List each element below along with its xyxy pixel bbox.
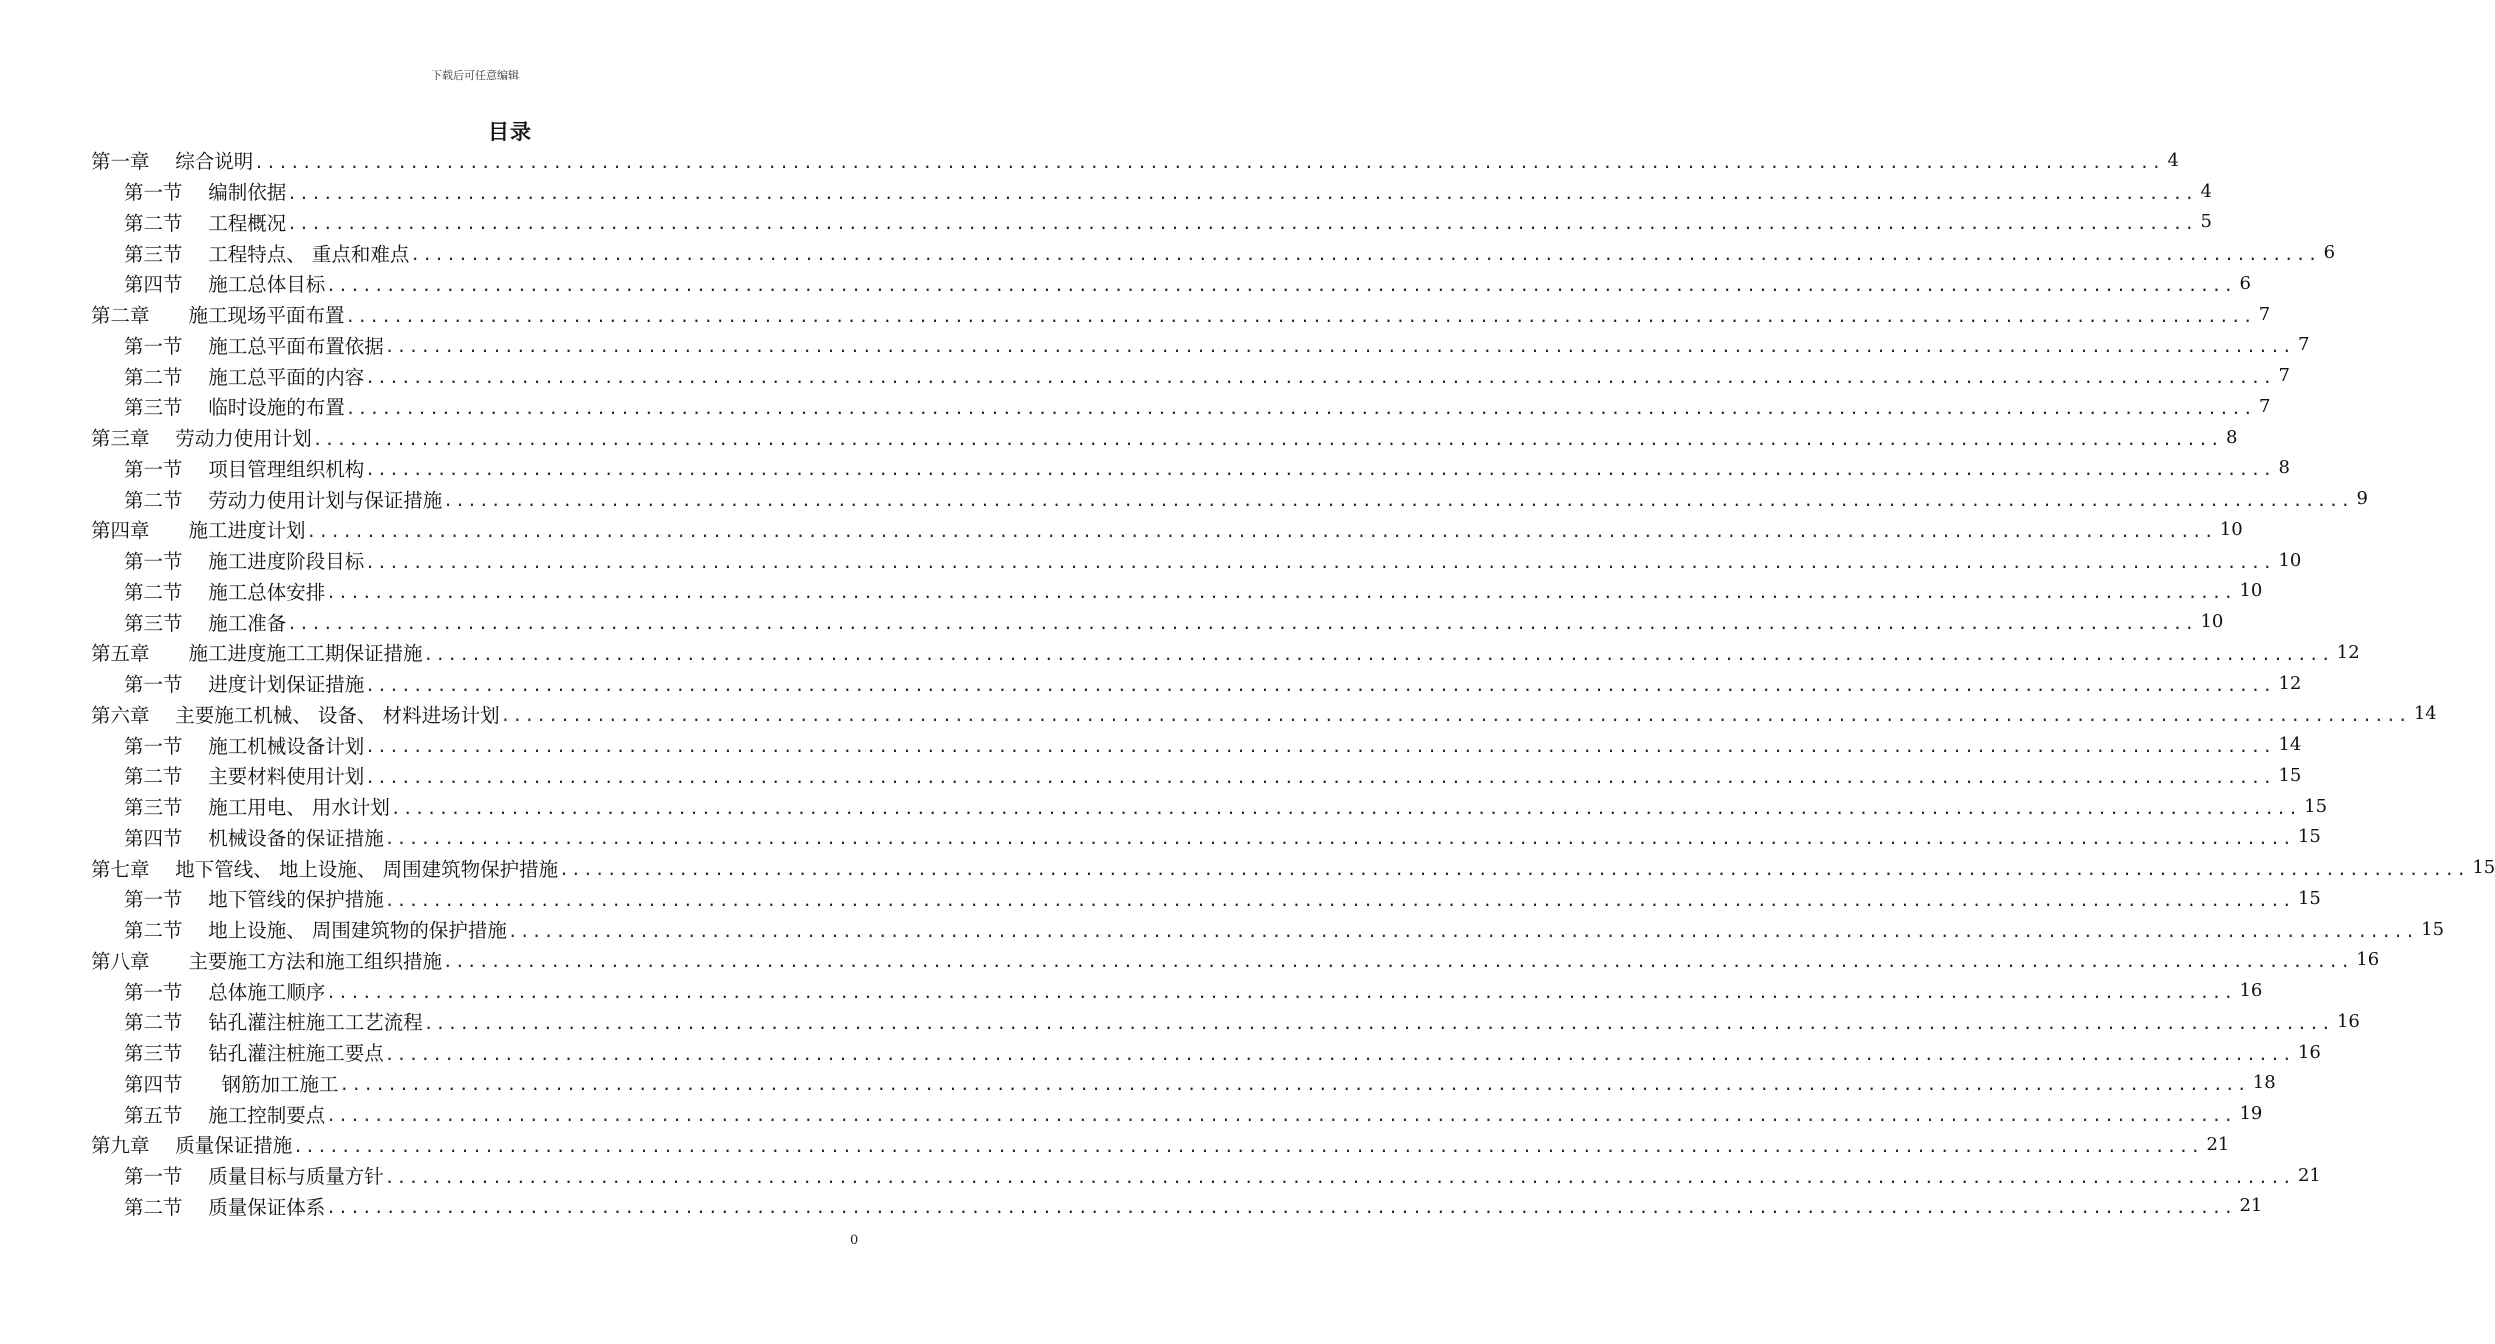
toc-entry-page: 15	[2421, 918, 2445, 940]
toc-section-entry[interactable]	[91, 668, 2302, 699]
toc-entry-page: 10	[2200, 611, 2224, 633]
toc-dot-leader: ................................................................................................................................................................	[306, 521, 2216, 541]
toc-entry-label: 第一节 进度计划保证措施	[124, 673, 365, 697]
toc-entry-label: 第二节 主要材料使用计划	[124, 765, 365, 789]
toc-section-entry[interactable]	[91, 760, 2302, 791]
toc-entry-page: 21	[2206, 1133, 2230, 1155]
toc-dot-leader: ................................................................................................................................................................	[365, 737, 2275, 757]
toc-entry-label: 第一章 综合说明	[91, 150, 254, 174]
toc-entry-page: 15	[2304, 795, 2328, 817]
toc-dot-leader: ................................................................................................................................................................	[326, 1106, 2236, 1126]
toc-entry-page: 14	[2278, 734, 2302, 756]
toc-entry-page: 16	[2239, 980, 2263, 1002]
toc-entry-label: 第四节 施工总体目标	[124, 273, 326, 297]
toc-dot-leader: ................................................................................................................................................................	[326, 1198, 2236, 1218]
toc-entry-page: 10	[2278, 549, 2302, 571]
toc-chapter-entry[interactable]	[91, 852, 2495, 883]
toc-chapter-entry[interactable]	[91, 945, 2380, 976]
toc-entry-page: 21	[2239, 1195, 2263, 1217]
toc-section-entry[interactable]	[91, 330, 2310, 361]
toc-section-entry[interactable]	[91, 914, 2445, 945]
toc-entry-page: 4	[2167, 149, 2179, 171]
toc-entry-label: 第四节 钢筋加工施工	[124, 1072, 339, 1096]
toc-entry-page: 21	[2297, 1164, 2321, 1186]
toc-entry-page: 8	[2278, 457, 2290, 479]
toc-entry-label: 第二节 施工总体安排	[124, 580, 326, 604]
toc-section-entry[interactable]	[91, 606, 2224, 637]
toc-entry-page: 9	[2356, 488, 2368, 510]
toc-entry-label: 第五节 施工控制要点	[124, 1103, 326, 1127]
toc-entry-page: 5	[2200, 211, 2212, 233]
toc-dot-leader: ................................................................................................................................................................	[365, 368, 2275, 388]
toc-section-entry[interactable]	[91, 1068, 2276, 1099]
toc-entry-label: 第二章 施工现场平面布置	[91, 304, 345, 328]
toc-entry-label: 第一节 编制依据	[124, 181, 287, 205]
toc-dot-leader: ................................................................................................................................................................	[384, 1044, 2294, 1064]
table-of-contents	[91, 145, 2495, 1221]
toc-entry-label: 第一节 总体施工顺序	[124, 980, 326, 1004]
toc-entry-page: 7	[2258, 395, 2271, 417]
toc-dot-leader: ................................................................................................................................................................	[287, 183, 2197, 203]
toc-chapter-entry[interactable]	[91, 299, 2271, 330]
toc-entry-page: 16	[2336, 1010, 2360, 1032]
toc-entry-label: 第一节 项目管理组织机构	[124, 457, 365, 481]
toc-dot-leader: ................................................................................................................................................................	[384, 337, 2294, 357]
toc-entry-label: 第九章 质量保证措施	[91, 1134, 293, 1158]
toc-entry-page: 12	[2278, 672, 2302, 694]
toc-dot-leader: ................................................................................................................................................................	[423, 644, 2333, 664]
toc-dot-leader: ................................................................................................................................................................	[326, 983, 2236, 1003]
toc-dot-leader: ................................................................................................................................................................	[287, 614, 2197, 634]
toc-chapter-entry[interactable]	[91, 514, 2243, 545]
toc-entry-label: 第三节 临时设施的布置	[124, 396, 345, 420]
toc-entry-label: 第八章 主要施工方法和施工组织措施	[91, 949, 443, 973]
toc-entry-label: 第二节 施工总平面的内容	[124, 365, 365, 389]
toc-dot-leader: ................................................................................................................................................................	[365, 767, 2275, 787]
toc-dot-leader: ................................................................................................................................................................	[254, 152, 2164, 172]
toc-entry-label: 第三节 施工用电、 用水计划	[124, 796, 390, 820]
toc-entry-page: 6	[2239, 272, 2251, 294]
toc-dot-leader: ................................................................................................................................................................	[365, 460, 2275, 480]
toc-chapter-entry[interactable]	[91, 422, 2238, 453]
toc-chapter-entry[interactable]	[91, 637, 2360, 668]
toc-section-entry[interactable]	[91, 237, 2336, 268]
toc-entry-page: 15	[2297, 826, 2321, 848]
toc-section-entry[interactable]	[91, 791, 2328, 822]
toc-entry-label: 第一节 施工机械设备计划	[124, 734, 365, 758]
toc-dot-leader: ................................................................................................................................................................	[384, 829, 2294, 849]
toc-section-entry[interactable]	[91, 1037, 2321, 1068]
toc-entry-page: 6	[2323, 242, 2336, 264]
toc-entry-page: 10	[2239, 580, 2263, 602]
toc-entry-label: 第三节 钻孔灌注桩施工要点	[124, 1042, 384, 1066]
toc-entry-page: 12	[2336, 641, 2360, 663]
toc-section-entry[interactable]	[91, 391, 2271, 422]
toc-dot-leader: ................................................................................................................................................................	[410, 245, 2320, 265]
toc-entry-page: 15	[2472, 857, 2495, 879]
toc-dot-leader: ................................................................................................................................................................	[384, 1167, 2294, 1187]
header-note: 下载后可任意编辑	[431, 69, 519, 82]
toc-section-entry[interactable]	[91, 176, 2212, 207]
toc-section-entry[interactable]	[91, 483, 2368, 514]
toc-entry-page: 7	[2278, 365, 2290, 387]
toc-entry-page: 7	[2297, 334, 2310, 356]
toc-dot-leader: ................................................................................................................................................................	[339, 1075, 2249, 1095]
toc-section-entry[interactable]	[91, 1160, 2321, 1191]
toc-section-entry[interactable]	[91, 576, 2263, 607]
toc-entry-label: 第六章 主要施工机械、 设备、 材料进场计划	[91, 703, 500, 727]
toc-chapter-entry[interactable]	[91, 699, 2437, 730]
toc-section-entry[interactable]	[91, 207, 2212, 238]
toc-entry-page: 7	[2258, 303, 2271, 325]
toc-dot-leader: ................................................................................................................................................................	[326, 583, 2236, 603]
toc-entry-label: 第二节 地上设施、 周围建筑物的保护措施	[124, 919, 507, 943]
toc-dot-leader: ................................................................................................................................................................	[326, 275, 2236, 295]
toc-dot-leader: ................................................................................................................................................................	[384, 890, 2294, 910]
toc-entry-label: 第一节 施工总平面布置依据	[124, 334, 384, 358]
toc-entry-label: 第四节 机械设备的保证措施	[124, 826, 384, 850]
toc-dot-leader: ................................................................................................................................................................	[365, 552, 2275, 572]
toc-entry-label: 第一节 质量目标与质量方针	[124, 1165, 384, 1189]
toc-entry-page: 16	[2297, 1041, 2321, 1063]
toc-dot-leader: ................................................................................................................................................................	[287, 214, 2197, 234]
toc-dot-leader: ................................................................................................................................................................	[345, 398, 2255, 418]
toc-section-entry[interactable]	[91, 268, 2251, 299]
toc-dot-leader: ................................................................................................................................................................	[293, 1136, 2203, 1156]
toc-entry-label: 第三节 施工准备	[124, 611, 287, 635]
toc-dot-leader: ................................................................................................................................................................	[500, 706, 2410, 726]
toc-entry-page: 8	[2225, 426, 2238, 448]
toc-dot-leader: ................................................................................................................................................................	[443, 952, 2353, 972]
toc-entry-label: 第七章 地下管线、 地上设施、 周围建筑物保护措施	[91, 857, 559, 881]
toc-section-entry[interactable]	[91, 453, 2290, 484]
toc-dot-leader: ................................................................................................................................................................	[443, 491, 2353, 511]
toc-section-entry[interactable]	[91, 729, 2302, 760]
toc-entry-label: 第三节 工程特点、 重点和难点	[124, 242, 410, 266]
toc-dot-leader: ................................................................................................................................................................	[312, 429, 2222, 449]
toc-entry-page: 19	[2239, 1103, 2263, 1125]
toc-title: 目录	[488, 120, 532, 144]
toc-entry-label: 第一节 地下管线的保护措施	[124, 888, 384, 912]
toc-dot-leader: ................................................................................................................................................................	[365, 675, 2275, 695]
toc-entry-label: 第四章 施工进度计划	[91, 519, 306, 543]
toc-entry-page: 10	[2219, 518, 2243, 540]
toc-entry-page: 15	[2278, 764, 2302, 786]
toc-entry-page: 18	[2252, 1072, 2276, 1094]
toc-entry-label: 第二节 钻孔灌注桩施工工艺流程	[124, 1011, 423, 1035]
toc-entry-label: 第二节 质量保证体系	[124, 1195, 326, 1219]
toc-dot-leader: ................................................................................................................................................................	[345, 306, 2255, 326]
toc-entry-page: 16	[2356, 949, 2380, 971]
toc-section-entry[interactable]	[91, 822, 2321, 853]
toc-section-entry[interactable]	[91, 975, 2263, 1006]
toc-entry-page: 14	[2413, 703, 2437, 725]
toc-dot-leader: ................................................................................................................................................................	[423, 1013, 2333, 1033]
toc-section-entry[interactable]	[91, 883, 2321, 914]
page-number: 0	[850, 1233, 859, 1248]
toc-chapter-entry[interactable]	[91, 145, 2179, 176]
toc-section-entry[interactable]	[91, 1191, 2263, 1222]
toc-dot-leader: ................................................................................................................................................................	[390, 798, 2301, 818]
toc-section-entry[interactable]	[91, 545, 2302, 576]
toc-chapter-entry[interactable]	[91, 1129, 2230, 1160]
toc-entry-label: 第二节 劳动力使用计划与保证措施	[124, 488, 443, 512]
toc-dot-leader: ................................................................................................................................................................	[507, 921, 2418, 941]
toc-section-entry[interactable]	[91, 1006, 2360, 1037]
toc-entry-label: 第三章 劳动力使用计划	[91, 427, 312, 451]
toc-entry-label: 第五章 施工进度施工工期保证措施	[91, 642, 423, 666]
toc-dot-leader: ................................................................................................................................................................	[559, 860, 2469, 880]
toc-section-entry[interactable]	[91, 1098, 2263, 1129]
toc-entry-page: 4	[2200, 180, 2212, 202]
toc-entry-label: 第一节 施工进度阶段目标	[124, 550, 365, 574]
toc-entry-label: 第二节 工程概况	[124, 211, 287, 235]
toc-section-entry[interactable]	[91, 360, 2290, 391]
toc-entry-page: 15	[2297, 887, 2321, 909]
